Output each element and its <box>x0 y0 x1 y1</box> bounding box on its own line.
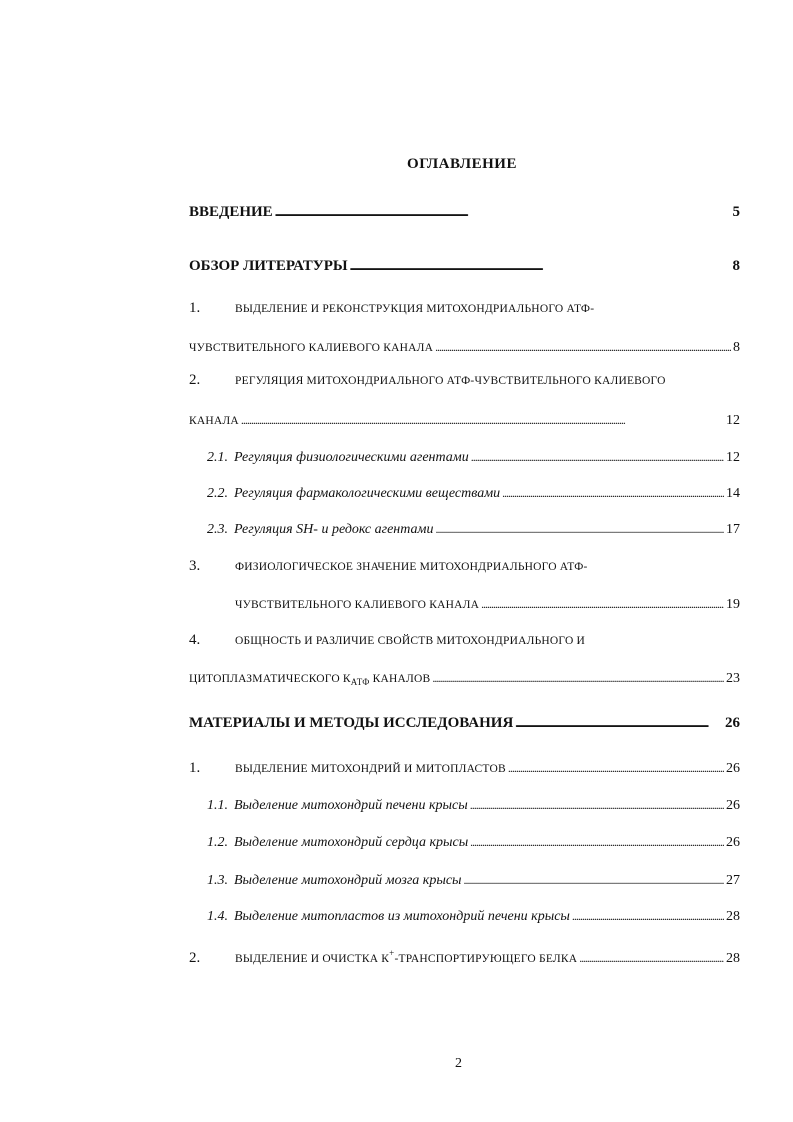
dot-leader <box>579 948 724 969</box>
dot-leader <box>515 713 723 733</box>
toc-entry-m1[interactable] <box>189 758 740 779</box>
toc-label: 1. ВЫДЕЛЕНИЕ МИТОХОНДРИЙ И МИТОПЛАСТОВ <box>189 760 506 776</box>
toc-entry-materials-methods[interactable] <box>189 713 740 733</box>
toc-page: 8 <box>733 340 740 355</box>
toc-label: ЦИТОПЛАЗМАТИЧЕСКОГО $К_{АТФ}$ КАНАЛОВ <box>189 673 431 687</box>
toc-label: ВВЕДЕНИЕ <box>189 204 273 220</box>
dot-leader <box>470 795 724 816</box>
dot-leader <box>572 906 724 927</box>
toc-entry-m1-4[interactable] <box>207 906 740 927</box>
toc-label: 1.1. Выделение митохондрий печени крысы <box>207 798 468 813</box>
toc-page: 28 <box>726 951 740 966</box>
toc-page: 12 <box>726 413 740 428</box>
toc-label: 2.3. Регуляция SH- и редокс агентами <box>207 522 434 537</box>
toc-label: 1.2. Выделение митохондрий сердца крысы <box>207 835 469 850</box>
toc-label: 2. ВЫДЕЛЕНИЕ И ОЧИСТКА К+-ТРАНСПОРТИРУЮЩЕГО БЕЛКА <box>189 948 578 966</box>
toc-page: 28 <box>726 909 740 924</box>
dot-leader <box>470 832 724 853</box>
dot-leader <box>471 447 724 468</box>
toc-label: ЧУВСТВИТЕЛЬНОГО КАЛИЕВОГО КАНАЛА <box>189 342 434 354</box>
dot-leader <box>275 202 731 222</box>
page-number: 2 <box>455 1056 462 1071</box>
dot-leader <box>350 256 731 276</box>
toc-entry-4-line1[interactable] <box>189 632 585 649</box>
toc-page: 17 <box>726 522 740 537</box>
toc-entry-m1-3[interactable] <box>207 870 740 891</box>
toc-entry-3-line1[interactable] <box>189 558 588 575</box>
dot-leader <box>241 410 724 431</box>
toc-entry-2-1[interactable] <box>207 447 740 468</box>
toc-entry-3-line2[interactable] <box>235 594 740 615</box>
toc-entry-2-2[interactable] <box>207 483 740 504</box>
toc-entry-1-line2[interactable] <box>189 337 740 358</box>
toc-page: 8 <box>732 258 740 274</box>
section-number: 4. <box>189 632 201 648</box>
page-title: ОГЛАВЛЕНИЕ <box>407 156 517 172</box>
toc-label: РЕГУЛЯЦИЯ МИТОХОНДРИАЛЬНОГО АТФ-ЧУВСТВИТЕЛЬНОГО КАЛИЕВОГО <box>235 375 666 387</box>
toc-entry-2-3[interactable] <box>207 519 740 540</box>
toc-page: 12 <box>726 450 740 465</box>
dot-leader <box>502 483 724 504</box>
dot-leader <box>508 758 724 779</box>
toc-label: ОБЗОР ЛИТЕРАТУРЫ <box>189 258 348 274</box>
toc-page: 26 <box>726 761 740 776</box>
toc-label: 2.2. Регуляция фармакологическими веществами <box>207 486 501 501</box>
toc-page: 23 <box>726 671 740 686</box>
dot-leader <box>432 668 724 689</box>
toc-page: 26 <box>726 798 740 813</box>
toc-entry-m1-2[interactable] <box>207 832 740 853</box>
toc-entry-introduction[interactable] <box>189 202 740 222</box>
toc-label: ФИЗИОЛОГИЧЕСКОЕ ЗНАЧЕНИЕ МИТОХОНДРИАЛЬНОГО АТФ- <box>235 561 588 573</box>
toc-page: 19 <box>726 597 740 612</box>
toc-label: 2.1. Регуляция физиологическими агентами <box>207 450 469 465</box>
dot-leader <box>435 519 724 540</box>
toc-label: ВЫДЕЛЕНИЕ И РЕКОНСТРУКЦИЯ МИТОХОНДРИАЛЬНОГО АТФ- <box>235 303 595 315</box>
dot-leader <box>481 594 724 615</box>
toc-entry-1-line1[interactable] <box>189 300 594 317</box>
toc-entry-4-line2[interactable] <box>189 668 740 692</box>
toc-entry-m1-1[interactable] <box>207 795 740 816</box>
toc-entry-m2[interactable] <box>189 943 740 969</box>
toc-page: 26 <box>725 715 740 731</box>
toc-page: 27 <box>726 873 740 888</box>
toc-label: КАНАЛА <box>189 415 239 427</box>
dot-leader <box>435 337 731 358</box>
toc-label: ЧУВСТВИТЕЛЬНОГО КАЛИЕВОГО КАНАЛА <box>235 599 480 611</box>
section-number: 2. <box>189 372 201 388</box>
toc-entry-2-line2[interactable] <box>189 410 740 431</box>
toc-page: 26 <box>726 835 740 850</box>
toc-page: 5 <box>732 204 740 220</box>
section-number: 3. <box>189 558 201 574</box>
toc-entry-2-line1[interactable] <box>189 372 666 389</box>
toc-label: 1.3. Выделение митохондрий мозга крысы <box>207 873 462 888</box>
toc-label: 1.4. Выделение митопластов из митохондрий печени крысы <box>207 909 570 924</box>
dot-leader <box>464 870 724 891</box>
toc-page: 14 <box>726 486 740 501</box>
section-number: 1. <box>189 300 201 316</box>
toc-entry-literature-review[interactable] <box>189 256 740 276</box>
toc-label: МАТЕРИАЛЫ И МЕТОДЫ ИССЛЕДОВАНИЯ <box>189 715 514 731</box>
toc-label: ОБЩНОСТЬ И РАЗЛИЧИЕ СВОЙСТВ МИТОХОНДРИАЛЬНОГО И <box>235 635 586 647</box>
